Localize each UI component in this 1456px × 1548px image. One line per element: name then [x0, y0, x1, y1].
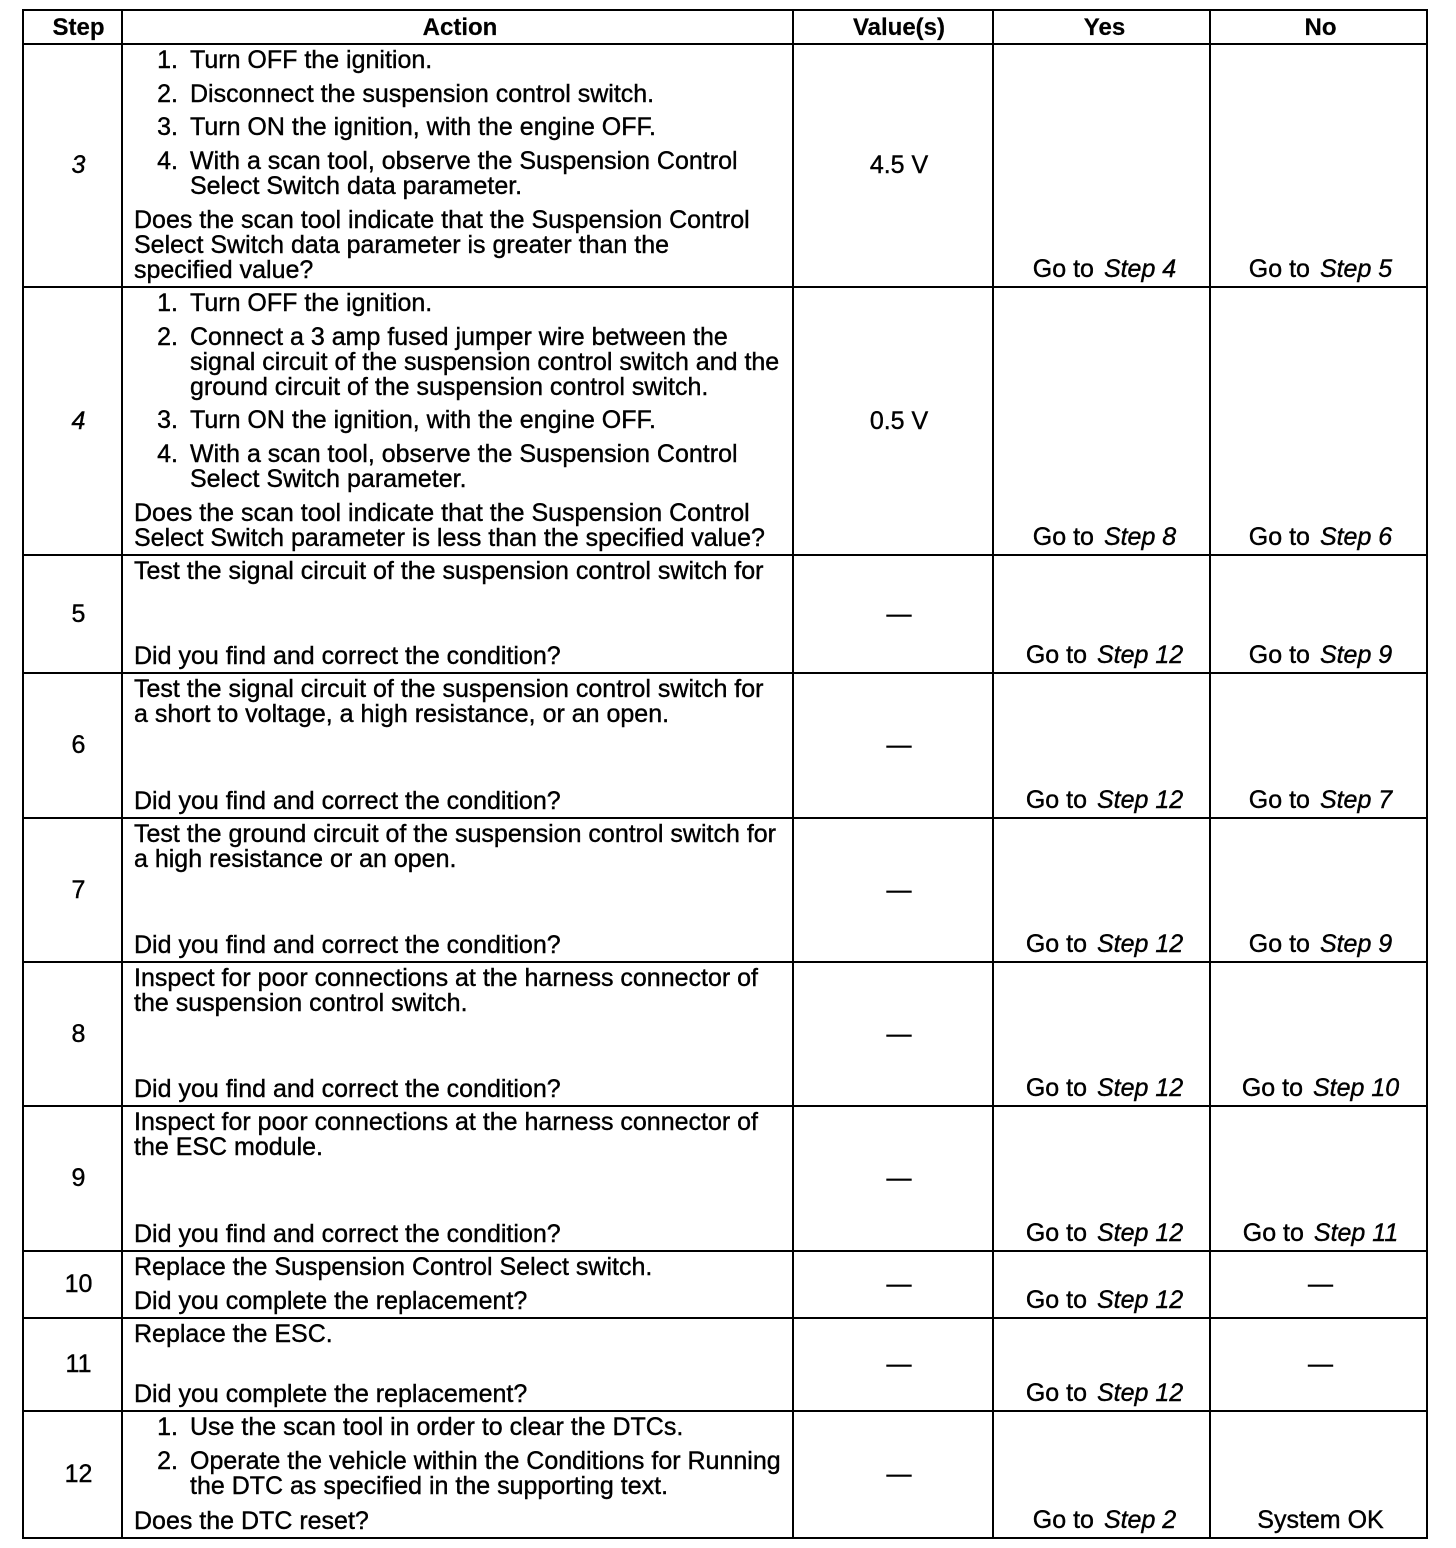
step-number: 12 [64, 1460, 93, 1488]
step-number: 6 [71, 731, 86, 759]
action-cell [123, 1319, 794, 1412]
specified-value: 0.5 V [869, 406, 929, 435]
yes-cell [994, 963, 1211, 1107]
action-steps [134, 291, 786, 500]
no-result: — [1308, 1350, 1333, 1378]
go-to-step: Step 8 [1103, 523, 1177, 551]
go-to-step: Step 5 [1319, 255, 1393, 283]
go-to-label: Go to [1025, 930, 1087, 958]
no-cell [1211, 45, 1428, 288]
go-to-label: Go to [1025, 1219, 1087, 1247]
item-number: 2. [157, 1446, 178, 1475]
specified-value: 4.5 V [869, 151, 929, 179]
go-to-label: Go to [1032, 523, 1094, 551]
action-text: Inspect for poor connections at the harness connector of the suspension control switch. [134, 964, 758, 1017]
step-number: 3 [71, 151, 86, 179]
go-to-label: Go to [1025, 786, 1087, 814]
value-cell [794, 963, 994, 1107]
no-go-to [1249, 788, 1392, 813]
go-to-step: Step 12 [1096, 1219, 1184, 1247]
value-cell [794, 1107, 994, 1252]
action-step-item [134, 146, 786, 200]
item-number: 4. [157, 439, 178, 468]
action-question: Did you find and correct the condition? [134, 931, 561, 959]
item-text: Operate the vehicle within the Conditions for Running the DTC as specified in the supporting text. [190, 1446, 781, 1500]
go-to-label: Go to [1241, 1074, 1303, 1102]
action-text: Replace the ESC. [134, 1320, 333, 1348]
yes-cell [994, 45, 1211, 288]
go-to-step: Step 6 [1319, 523, 1393, 551]
go-to-step: Step 12 [1096, 1286, 1184, 1314]
step-cell [24, 819, 123, 963]
specified-value: — [886, 1350, 912, 1378]
go-to-label: Go to [1025, 1286, 1087, 1314]
go-to-step: Step 2 [1103, 1506, 1177, 1534]
value-cell [794, 1319, 994, 1412]
item-number: 3. [157, 113, 178, 141]
yes-go-to [1026, 932, 1183, 957]
go-to-label: Go to [1248, 523, 1310, 551]
action-question: Did you complete the replacement? [134, 1287, 528, 1315]
item-number: 1. [157, 289, 178, 317]
action-question: Did you complete the replacement? [134, 1380, 528, 1408]
step-number: 8 [71, 1019, 86, 1048]
specified-value: — [886, 1019, 912, 1048]
item-text: Turn ON the ignition, with the engine OFF. [190, 113, 656, 141]
item-number: 1. [157, 46, 178, 74]
specified-value: — [886, 731, 912, 759]
value-cell [794, 1252, 994, 1319]
action-steps [134, 48, 786, 207]
action-question: Does the scan tool indicate that the Suspension Control Select Switch data parameter is greater than the specified value? [134, 206, 750, 284]
action-question: Did you find and correct the condition? [134, 1075, 561, 1103]
value-cell [794, 674, 994, 819]
action-cell [123, 288, 794, 556]
item-text: Turn ON the ignition, with the engine OFF. [190, 406, 656, 434]
step-number: 4 [71, 406, 86, 435]
go-to-label: Go to [1025, 641, 1087, 669]
action-text: Replace the Suspension Control Select switch. [134, 1253, 653, 1281]
yes-go-to [1026, 643, 1183, 668]
action-step-item [134, 1446, 786, 1500]
item-number: 2. [157, 322, 178, 351]
go-to-label: Go to [1025, 1074, 1087, 1102]
step-number: 7 [71, 875, 86, 904]
value-cell [794, 45, 994, 288]
header-values: Value(s) [794, 11, 994, 45]
action-question: Did you find and correct the condition? [134, 642, 561, 670]
header-no: No [1211, 11, 1428, 45]
item-number: 1. [157, 1413, 178, 1441]
no-go-to [1243, 1221, 1398, 1246]
yes-go-to [1026, 1288, 1183, 1313]
action-step-item [134, 1415, 786, 1440]
item-number: 2. [157, 79, 178, 108]
go-to-step: Step 12 [1096, 786, 1184, 814]
no-result: — [1308, 1270, 1333, 1298]
yes-go-to [1026, 1381, 1183, 1406]
item-text: Turn OFF the ignition. [190, 289, 433, 317]
action-text: Test the signal circuit of the suspension control switch for [134, 557, 764, 585]
value-cell [794, 1412, 994, 1539]
step-number: 10 [64, 1270, 93, 1298]
step-cell [24, 556, 123, 674]
action-question: Did you find and correct the condition? [134, 1220, 561, 1248]
no-go-to [1242, 1076, 1399, 1101]
no-go-to [1249, 257, 1392, 282]
specified-value: — [886, 599, 912, 628]
item-text: Turn OFF the ignition. [190, 46, 433, 74]
go-to-label: Go to [1032, 1506, 1094, 1534]
step-cell [24, 963, 123, 1107]
no-cell [1211, 556, 1428, 674]
action-step-item [134, 291, 786, 316]
yes-go-to [1033, 257, 1176, 282]
no-cell [1211, 1412, 1428, 1539]
go-to-step: Step 9 [1319, 930, 1393, 958]
yes-cell [994, 1252, 1211, 1319]
go-to-step: Step 12 [1096, 1379, 1184, 1407]
yes-cell [994, 674, 1211, 819]
go-to-step: Step 11 [1313, 1219, 1399, 1247]
yes-go-to [1026, 1076, 1183, 1101]
action-cell [123, 45, 794, 288]
step-number: 11 [65, 1350, 92, 1378]
specified-value: — [886, 1270, 912, 1298]
step-cell [24, 1412, 123, 1539]
value-cell [794, 819, 994, 963]
no-cell [1211, 288, 1428, 556]
action-question: Does the scan tool indicate that the Suspension Control Select Switch parameter is less than the specified value? [134, 499, 765, 552]
no-go-to [1249, 525, 1392, 550]
no-cell [1211, 819, 1428, 963]
specified-value: — [886, 875, 912, 904]
action-cell [123, 963, 794, 1107]
action-question: Does the DTC reset? [134, 1507, 369, 1535]
yes-cell [994, 288, 1211, 556]
action-cell [123, 674, 794, 819]
action-cell [123, 1252, 794, 1319]
header-action: Action [123, 11, 794, 45]
go-to-step: Step 12 [1096, 1074, 1184, 1102]
no-cell [1211, 1319, 1428, 1412]
no-cell [1211, 674, 1428, 819]
no-cell [1211, 1107, 1428, 1252]
yes-cell [994, 1412, 1211, 1539]
go-to-label: Go to [1242, 1219, 1304, 1247]
action-question: Did you find and correct the condition? [134, 787, 561, 815]
specified-value: — [886, 1460, 912, 1488]
specified-value: — [886, 1164, 912, 1192]
yes-cell [994, 1107, 1211, 1252]
no-cell [1211, 963, 1428, 1107]
go-to-step: Step 4 [1103, 255, 1177, 283]
go-to-label: Go to [1032, 255, 1094, 283]
step-cell [24, 674, 123, 819]
action-cell [123, 1107, 794, 1252]
go-to-step: Step 10 [1312, 1074, 1400, 1102]
diagnostic-table [22, 9, 1428, 1539]
action-cell [123, 556, 794, 674]
step-cell [24, 1107, 123, 1252]
value-cell [794, 556, 994, 674]
action-step-item [134, 115, 786, 140]
step-cell [24, 1252, 123, 1319]
item-number: 3. [157, 406, 178, 434]
go-to-label: Go to [1248, 786, 1310, 814]
go-to-step: Step 12 [1096, 930, 1184, 958]
action-step-item [134, 79, 786, 108]
yes-go-to [1026, 788, 1183, 813]
item-number: 4. [157, 146, 178, 175]
yes-go-to [1033, 1508, 1176, 1533]
action-cell [123, 1412, 794, 1539]
item-text: Use the scan tool in order to clear the DTCs. [190, 1413, 684, 1441]
go-to-step: Step 12 [1096, 641, 1184, 669]
value-cell [794, 288, 994, 556]
go-to-label: Go to [1248, 255, 1310, 283]
go-to-label: Go to [1025, 1379, 1087, 1407]
go-to-step: Step 9 [1319, 641, 1393, 669]
step-cell [24, 288, 123, 556]
item-text: With a scan tool, observe the Suspension Control Select Switch parameter. [190, 439, 738, 493]
yes-cell [994, 1319, 1211, 1412]
go-to-label: Go to [1248, 930, 1310, 958]
step-number: 9 [71, 1164, 86, 1192]
item-text: Disconnect the suspension control switch. [190, 79, 655, 108]
action-step-item [134, 322, 786, 401]
no-go-to [1249, 932, 1392, 957]
step-cell [24, 1319, 123, 1412]
no-go-to [1249, 643, 1392, 668]
action-step-item [134, 408, 786, 433]
action-step-item [134, 439, 786, 493]
action-text: Test the ground circuit of the suspension control switch for a high resistance or an open. [134, 820, 776, 873]
yes-go-to [1026, 1221, 1183, 1246]
no-result: System OK [1257, 1506, 1384, 1534]
item-text: With a scan tool, observe the Suspension Control Select Switch data parameter. [190, 146, 738, 200]
go-to-step: Step 7 [1319, 786, 1393, 814]
yes-cell [994, 556, 1211, 674]
step-number: 5 [71, 599, 86, 628]
action-step-item [134, 48, 786, 73]
action-cell [123, 819, 794, 963]
header-yes: Yes [994, 11, 1211, 45]
action-text: Inspect for poor connections at the harness connector of the ESC module. [134, 1108, 758, 1161]
no-cell [1211, 1252, 1428, 1319]
step-cell [24, 45, 123, 288]
yes-cell [994, 819, 1211, 963]
action-text: Test the signal circuit of the suspension control switch for a short to voltage, a high resistance, or an open. [134, 675, 764, 728]
header-step: Step [24, 11, 123, 45]
item-text: Connect a 3 amp fused jumper wire between the signal circuit of the suspension control switch and the ground circuit of the suspension control switch. [190, 322, 780, 401]
action-steps [134, 1415, 786, 1507]
yes-go-to [1033, 525, 1176, 550]
go-to-label: Go to [1248, 641, 1310, 669]
